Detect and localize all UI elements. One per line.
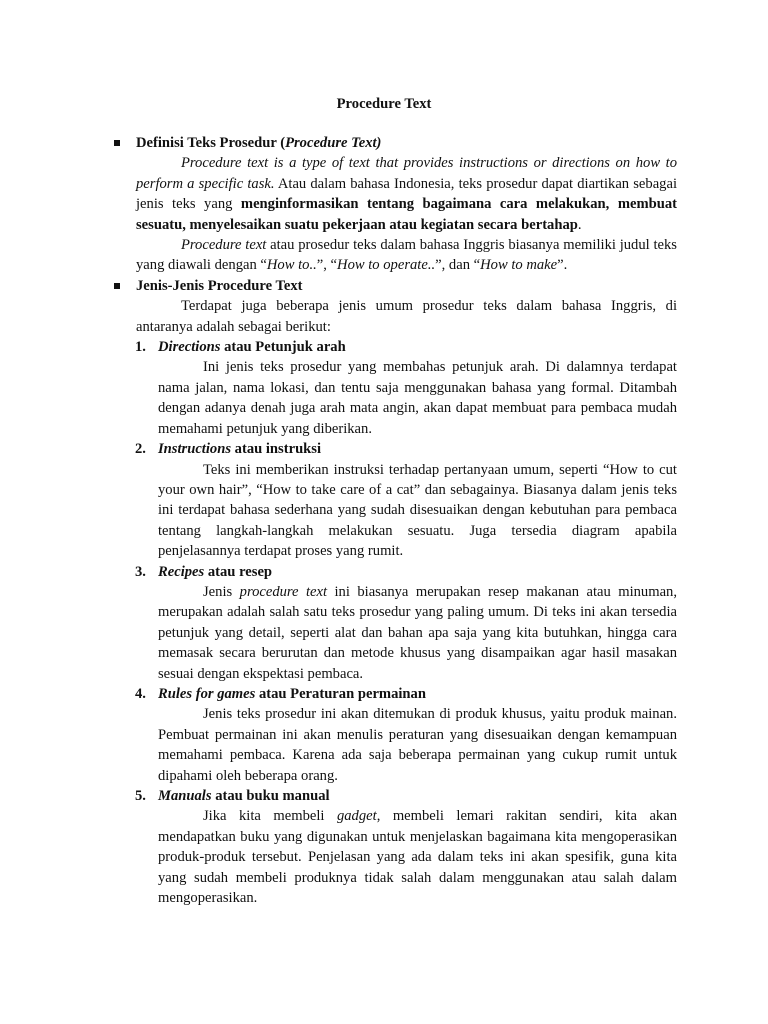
list-item-title-italic: Recipes xyxy=(158,563,205,580)
examples-text-a: atau prosedur teks dalam bahasa Inggris biasanya memiliki judul teks yang diawali dengan “ xyxy=(136,237,677,274)
examples-text-d: ”. xyxy=(557,257,568,274)
list-item-body xyxy=(158,460,677,562)
body-text: Ini jenis teks prosedur yang membahas petunjuk arah. Di dalamnya terdapat nama jalan, nama lokasi, dan tentu saja menggunakan bahasa yang formal. Ditambah dengan adanya denah juga arah mata angin, akan dapat membuat para pembaca mudah memahami petunjuk yang diberikan. xyxy=(158,359,677,437)
types-list xyxy=(135,337,677,908)
document-body xyxy=(136,133,677,908)
body-text: , membeli lemari rakitan sendiri, kita akan mendapatkan buku yang digunakan untuk menjelaskan bagaimana kita mengoperasikan produk-produk tersebut. Penjelasan yang ada dalam teks ini akan spesifik, guna kita yang sudah membeli produknya tidak salah dalam menggunakan atau salah dalam mengoperasikan. xyxy=(158,808,677,907)
list-item-title xyxy=(135,337,677,357)
list-item-title-rest: atau Petunjuk arah xyxy=(220,339,346,356)
body-pre: Jika kita membeli xyxy=(203,808,337,825)
list-item-title xyxy=(135,439,677,459)
heading-text: Jenis-Jenis Procedure Text xyxy=(136,277,303,294)
definition-english: Procedure text is a type of text that provides instructions or directions on how to perform a specific task. xyxy=(136,155,677,192)
list-item-number: 4. xyxy=(135,685,146,702)
list-item xyxy=(135,786,677,908)
body-text: ini biasanya merupakan resep makanan atau minuman, merupakan adalah salah satu teks prosedur yang paling umum. Di teks ini akan tersedia petunjuk yang detail, seperti alat dan bahan apa saja yang kita butuhkan, hingga cara memasak secara berurutan dan metode khusus yang disampaikan agar hasil masakan sesuai dengan ekspektasi pembaca. xyxy=(158,583,677,682)
body-text: Teks ini memberikan instruksi terhadap pertanyaan umum, seperti “How to cut your own hair”, “How to take care of a cat” dan sebagainya. Biasanya dalam jenis teks ini terdapat bahasa sederhana yang sudah disesuaikan dengan kebutuhan para pembaca tentang langkah-langkah melakukan sesuatu. Juga tersedia diagram apabila penjelasannya terdapat proses yang rumit. xyxy=(158,461,677,560)
section-heading-types xyxy=(136,276,677,296)
list-item-title xyxy=(135,684,677,704)
list-item-title-rest: atau resep xyxy=(204,563,273,580)
list-item-body xyxy=(158,806,677,908)
list-item-body xyxy=(158,357,677,439)
list-item-number: 2. xyxy=(135,441,146,458)
list-item-title-rest: atau instruksi xyxy=(231,441,322,458)
heading-italic-text: Procedure Text) xyxy=(285,135,382,151)
square-bullet-icon xyxy=(114,283,120,289)
body-text: Jenis teks prosedur ini akan ditemukan di produk khusus, yaitu produk mainan. Pembuat permainan ini akan menulis peraturan yang disesuaikan dengan kemampuan memahami pembaca. Karena ada saja beberapa permainan yang cukup rumit untuk dipahami oleh beberapa orang. xyxy=(158,706,677,784)
list-item-title-italic: Directions xyxy=(158,339,221,356)
types-intro-paragraph: Terdapat juga beberapa jenis umum prosedur teks dalam bahasa Inggris, di antaranya adalah sebagai berikut: xyxy=(136,298,677,335)
list-item xyxy=(135,684,677,786)
example-how-to-make: How to make xyxy=(480,257,558,274)
list-item-body xyxy=(158,704,677,786)
heading-text: Definisi Teks Prosedur ( xyxy=(136,135,286,151)
examples-text-b: ”, “ xyxy=(316,257,338,274)
definition-paragraph xyxy=(136,153,677,235)
list-item-title xyxy=(135,562,677,582)
examples-text-c: ”, dan “ xyxy=(435,257,481,274)
document-title: Procedure Text xyxy=(336,96,432,112)
body-italic: procedure text xyxy=(239,583,328,600)
example-how-to-operate: How to operate.. xyxy=(337,257,436,274)
definition-indonesian: Atau dalam bahasa Indonesia, teks prosedur dapat diartikan sebagai jenis teks yang xyxy=(136,175,678,213)
list-item-title-rest: atau buku manual xyxy=(211,788,330,804)
list-item-number: 5. xyxy=(135,788,146,804)
list-item-number: 3. xyxy=(135,563,146,580)
square-bullet-icon xyxy=(114,140,120,146)
list-item xyxy=(135,337,677,439)
definition-bold: menginformasikan tentang bagaimana cara melakukan, membuat sesuatu, menyelesaikan suatu pekerjaan atau kegiatan secara bertahap xyxy=(136,196,677,233)
list-item-number: 1. xyxy=(135,339,146,356)
list-item-title-italic: Manuals xyxy=(158,788,212,804)
list-item-title xyxy=(135,786,677,806)
definition-end: . xyxy=(577,216,582,233)
list-item-title-italic: Instructions xyxy=(158,441,232,458)
body-italic: gadget xyxy=(336,808,377,825)
section-heading-definition xyxy=(136,133,677,153)
list-item xyxy=(135,562,677,684)
title-examples-paragraph xyxy=(136,235,677,276)
list-item-title-rest: atau Peraturan permainan xyxy=(255,685,426,702)
procedure-text-term: Procedure text xyxy=(181,237,267,254)
list-item xyxy=(135,439,677,561)
body-pre: Jenis xyxy=(203,583,240,600)
list-item-title-italic: Rules for games xyxy=(158,685,256,702)
list-item-body xyxy=(158,582,677,684)
example-how-to: How to.. xyxy=(266,257,317,274)
